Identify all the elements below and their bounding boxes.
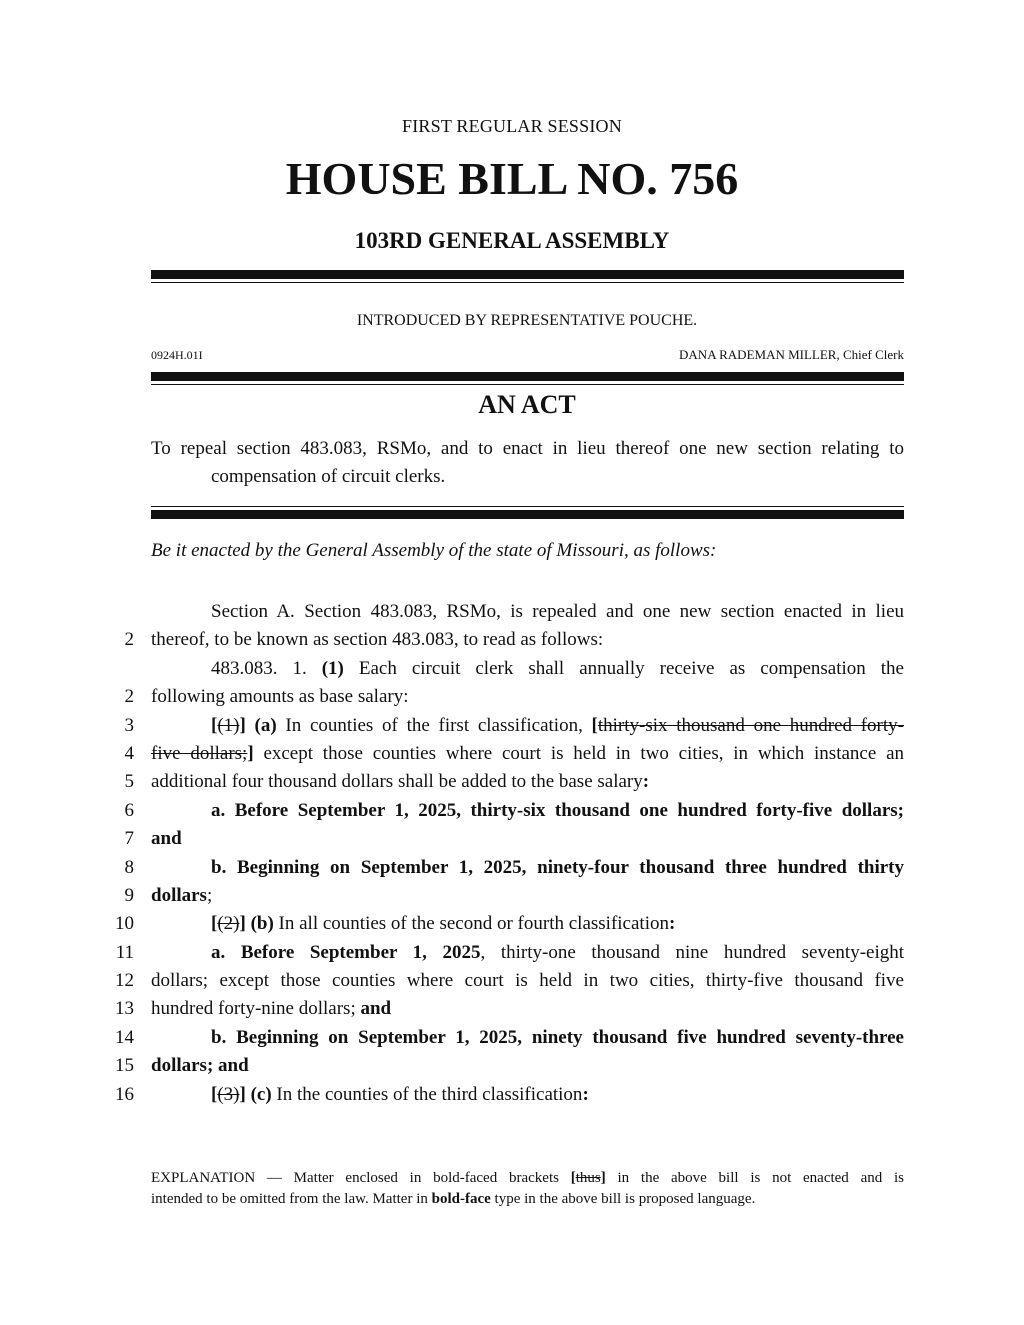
struck-text: thus bbox=[575, 1170, 601, 1186]
bracket: [ bbox=[211, 714, 218, 736]
subdivision-label: (1) bbox=[321, 657, 344, 679]
body-line bbox=[0, 825, 1024, 853]
line-text: thereof, to be known as section 483.083, to read as follows: bbox=[151, 629, 604, 651]
line-number: 15 bbox=[115, 1055, 134, 1077]
bracket: ] bbox=[239, 1083, 246, 1105]
line-number: 2 bbox=[124, 629, 134, 651]
body-line bbox=[0, 939, 1024, 967]
bold-text: a. Before September 1, 2025 bbox=[211, 941, 481, 963]
line-number: 2 bbox=[124, 686, 134, 708]
line-text bbox=[211, 655, 904, 683]
line-number: 5 bbox=[124, 771, 134, 793]
text-run: In counties of the first classification, bbox=[276, 714, 592, 736]
line-text: b. Beginning on September 1, 2025, ninety thousand five hundred seventy-three bbox=[211, 1026, 904, 1048]
bill-title: HOUSE BILL NO. 756 bbox=[285, 153, 739, 204]
line-number: 3 bbox=[124, 714, 134, 736]
line-text bbox=[151, 995, 904, 1023]
session-label: FIRST REGULAR SESSION bbox=[402, 116, 622, 136]
bracket: ] bbox=[239, 913, 246, 935]
body-line bbox=[0, 882, 1024, 910]
struck-text: (1) bbox=[217, 714, 240, 736]
section-number: 483.083. 1. bbox=[211, 657, 322, 679]
line-text bbox=[211, 1081, 904, 1109]
line-number: 11 bbox=[115, 941, 134, 963]
purpose-line-2: compensation of circuit clerks. bbox=[211, 466, 446, 487]
bracket: [ bbox=[211, 1083, 218, 1105]
enacting-clause: Be it enacted by the General Assembly of the state of Missouri, as follows: bbox=[151, 540, 717, 561]
body-line bbox=[0, 768, 1024, 796]
explanation-line-1 bbox=[151, 1168, 904, 1189]
text-run: except those counties where court is held in two cities, in which instance an bbox=[253, 742, 904, 764]
bracket: ] bbox=[247, 742, 254, 764]
body-line bbox=[0, 854, 1024, 882]
line-text bbox=[151, 768, 904, 796]
bold-text: : bbox=[582, 1083, 589, 1105]
body-line bbox=[0, 598, 1024, 626]
text-run: , thirty-one thousand nine hundred seventy-eight bbox=[480, 941, 905, 963]
line-text bbox=[151, 740, 904, 768]
line-number: 6 bbox=[124, 799, 134, 821]
line-number: 16 bbox=[115, 1083, 134, 1105]
body-line bbox=[0, 683, 1024, 711]
text-run: EXPLANATION — Matter enclosed in bold-faced brackets bbox=[151, 1170, 571, 1186]
body-line bbox=[0, 1081, 1024, 1109]
act-heading: AN ACT bbox=[478, 390, 576, 419]
text-run: Each circuit clerk shall annually receive as compensation the bbox=[343, 657, 904, 679]
text-run: In the counties of the third classification bbox=[271, 1083, 583, 1105]
line-text: b. Beginning on September 1, 2025, ninety-four thousand three hundred thirty bbox=[211, 856, 904, 878]
text-run: ; bbox=[206, 884, 213, 906]
body-line bbox=[0, 655, 1024, 683]
chief-clerk: DANA RADEMAN MILLER, Chief Clerk bbox=[679, 347, 904, 362]
intro-thick-rule bbox=[151, 372, 904, 381]
body-line bbox=[0, 626, 1024, 654]
purpose-thin-rule bbox=[151, 506, 904, 507]
bold-text: bold-face bbox=[431, 1191, 491, 1207]
body-line bbox=[0, 1024, 1024, 1052]
bracket: [ bbox=[211, 913, 218, 935]
assembly-label: 103RD GENERAL ASSEMBLY bbox=[354, 228, 670, 253]
body-line bbox=[0, 740, 1024, 768]
text-run: hundred forty-nine dollars; bbox=[151, 998, 361, 1020]
line-text bbox=[211, 910, 904, 938]
line-number: 10 bbox=[115, 913, 134, 935]
act-purpose bbox=[151, 435, 904, 491]
header-thick-rule bbox=[151, 270, 904, 279]
bracket: ] bbox=[239, 714, 246, 736]
bold-text: : bbox=[642, 771, 650, 793]
explanation-line-2 bbox=[151, 1189, 904, 1210]
body-line bbox=[0, 910, 1024, 938]
intro-thin-rule bbox=[151, 384, 904, 385]
line-text bbox=[211, 712, 904, 740]
line-number: 9 bbox=[124, 884, 134, 906]
bold-text: dollars bbox=[151, 884, 207, 906]
header-thin-rule bbox=[151, 282, 904, 283]
struck-text: thirty-six thousand one hundred forty- bbox=[597, 714, 904, 736]
bold-text: : bbox=[668, 913, 676, 935]
struck-text: (2) bbox=[217, 913, 240, 935]
bracket: [ bbox=[591, 714, 598, 736]
line-number: 7 bbox=[124, 828, 134, 850]
line-number: 12 bbox=[115, 970, 134, 992]
line-text: following amounts as base salary: bbox=[151, 686, 409, 708]
line-text bbox=[151, 882, 904, 910]
purpose-thick-rule bbox=[151, 510, 904, 519]
introduced-by: INTRODUCED BY REPRESENTATIVE POUCHE. bbox=[356, 312, 698, 329]
body-line bbox=[0, 712, 1024, 740]
line-number: 4 bbox=[124, 742, 134, 764]
line-text: Section A. Section 483.083, RSMo, is repealed and one new section enacted in lieu bbox=[211, 601, 904, 622]
subdivision-label: (c) bbox=[245, 1083, 272, 1105]
line-text: and bbox=[151, 828, 182, 850]
text-run: In all counties of the second or fourth classification bbox=[273, 913, 669, 935]
line-text: dollars; except those counties where court is held in two cities, thirty-five thousand five bbox=[151, 970, 904, 992]
explanation-note bbox=[151, 1168, 904, 1210]
bill-body bbox=[0, 598, 1024, 1109]
bold-text: and bbox=[360, 998, 392, 1020]
line-number: 13 bbox=[115, 998, 134, 1020]
line-number: 8 bbox=[124, 856, 134, 878]
body-line bbox=[0, 967, 1024, 995]
subdivision-label: (a) bbox=[245, 714, 277, 736]
bracket: ] bbox=[600, 1170, 606, 1186]
bracket: [ bbox=[570, 1170, 576, 1186]
text-run: type in the above bill is proposed language. bbox=[490, 1191, 756, 1207]
line-number: 14 bbox=[115, 1026, 134, 1048]
body-line bbox=[0, 1052, 1024, 1080]
line-text bbox=[211, 939, 904, 967]
subdivision-label: (b) bbox=[245, 913, 274, 935]
struck-text: five dollars; bbox=[151, 742, 248, 764]
line-text: dollars; and bbox=[151, 1055, 249, 1077]
struck-text: (3) bbox=[217, 1083, 240, 1105]
body-line bbox=[0, 797, 1024, 825]
purpose-line-1: To repeal section 483.083, RSMo, and to enact in lieu thereof one new section relating to bbox=[151, 438, 904, 459]
bill-code: 0924H.01I bbox=[151, 348, 203, 362]
text-run: in the above bill is not enacted and is bbox=[605, 1170, 904, 1186]
line-text: a. Before September 1, 2025, thirty-six thousand one hundred forty-five dollars; bbox=[211, 799, 904, 821]
body-line bbox=[0, 995, 1024, 1023]
text-run: additional four thousand dollars shall be added to the base salary bbox=[151, 771, 643, 793]
text-run: intended to be omitted from the law. Matter in bbox=[151, 1191, 432, 1207]
